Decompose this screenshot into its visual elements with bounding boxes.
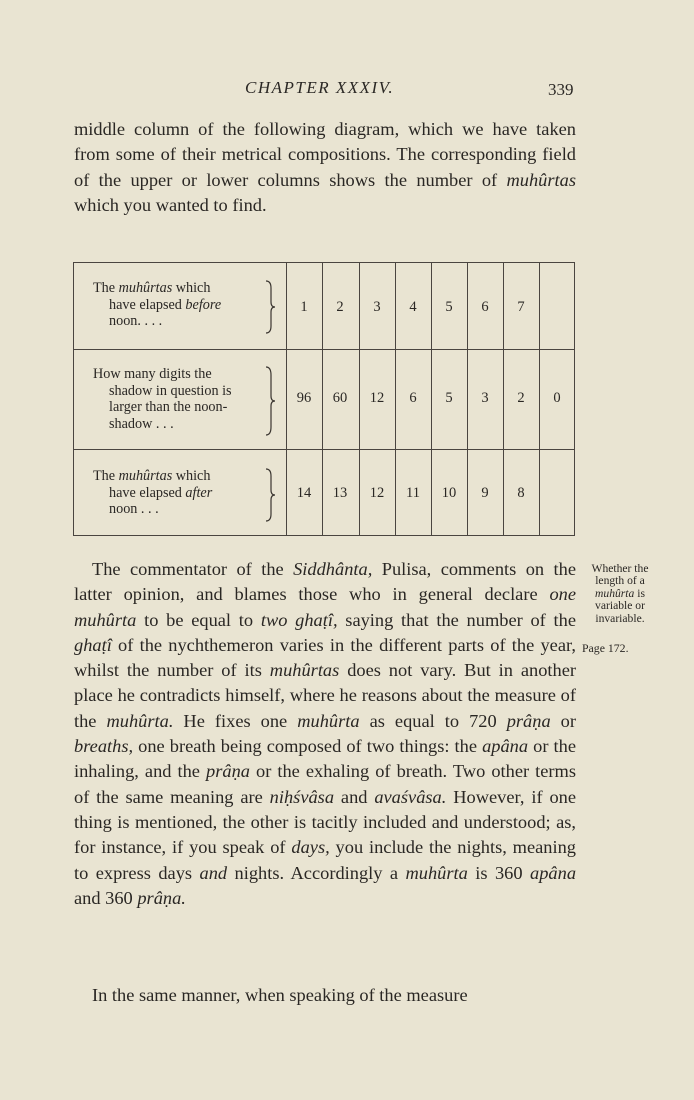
italic-term: muhûrtas [269, 660, 340, 681]
text-run: middle column of the following diagram, which we have taken from some of their metrical compositions. The corresponding field of the upper or lower columns shows the number of [74, 119, 576, 190]
italic-term: avaśvâsa. [374, 786, 447, 807]
label-text: The [93, 468, 119, 484]
paragraph-intro [74, 117, 576, 218]
brace-icon [265, 366, 277, 436]
table-cell: 12 [369, 390, 385, 406]
italic-term: muhûrta [297, 710, 360, 731]
label-text: shadow in question is [109, 382, 232, 399]
italic-term: days, [291, 837, 330, 858]
table-rule-2 [73, 449, 575, 450]
text-run: is variable or invariable. [595, 586, 645, 625]
table-cell: 14 [296, 485, 312, 501]
table-cell: 12 [369, 485, 385, 501]
text-run: However, if one thing is mentioned, the other is tacitly included and understood; as, for instance, if you speak of [74, 786, 576, 858]
italic-term: prâṇa. [137, 887, 186, 908]
text-run: of the nychthemeron varies in the different parts of the year, whilst the number of its [74, 634, 576, 681]
text-run: saying that the number of the [337, 609, 576, 630]
text-run: or [550, 710, 576, 731]
italic-term: two ghaṭî, [260, 609, 338, 630]
table-cell: 1 [300, 299, 308, 315]
italic-term: apâna [530, 862, 577, 883]
italic-term: apâna [482, 736, 529, 757]
text-run: which you wanted to find. [74, 194, 267, 215]
row-label-after-noon [93, 468, 283, 518]
text-run: and 360 [74, 887, 138, 908]
label-text: shadow . . . [109, 415, 174, 432]
label-text: which [172, 468, 211, 484]
text-run: does not vary. But in another place he contradicts himself, where he reasons about the measure of the [74, 660, 576, 731]
text-run: or the exhaling of breath. Two other terms of the same meaning are [74, 761, 577, 807]
italic-term: niḥśvâsa [269, 786, 335, 807]
table-rule-left [73, 262, 74, 536]
table-cell: 5 [445, 299, 453, 315]
label-text: How many digits the [93, 366, 212, 382]
label-text: noon. . . . [109, 313, 163, 330]
table-rule-bottom [73, 535, 575, 536]
table-cell: 2 [336, 299, 344, 315]
table-cell: 0 [553, 390, 561, 406]
muhurta-table [73, 262, 575, 537]
table-cell: 7 [517, 299, 525, 315]
paragraph-commentator [74, 557, 576, 911]
label-text: The [93, 280, 119, 296]
table-cell: 13 [332, 485, 348, 501]
text-run: Whether the length of a [591, 562, 649, 588]
row-label-shadow-digits [93, 366, 283, 432]
table-cell: 10 [441, 485, 457, 501]
brace-icon [265, 280, 277, 334]
italic-term: breaths, [74, 736, 134, 757]
text-run: Pulisa, comments on the latter opinion, and blames those who in general declare [74, 559, 577, 605]
label-italic: muhûrtas [118, 468, 173, 484]
chapter-title: CHAPTER XXXIV. [245, 78, 395, 97]
italic-term: muhûrtas [506, 169, 576, 190]
margin-note [580, 563, 660, 625]
table-cell: 11 [406, 485, 420, 501]
italic-term: muhûrta [405, 862, 468, 883]
table-cell: 4 [409, 299, 417, 315]
italic-term: prâṇa [206, 761, 250, 782]
italic-term: one muhûrta [74, 584, 576, 630]
text-run: and [334, 786, 375, 807]
page-number: 339 [548, 80, 574, 99]
italic-term: ghaṭî [74, 634, 112, 655]
italic-term: prâṇa [506, 710, 551, 731]
table-cell: 3 [373, 299, 381, 315]
table-cell: 6 [481, 299, 489, 315]
table-cell: 6 [409, 390, 417, 406]
italic-term: and [199, 862, 228, 883]
table-rule-top [73, 262, 575, 263]
text-run: to be equal to [136, 609, 261, 630]
label-text: noon . . . [109, 501, 159, 518]
italic-term: muhûrta [595, 586, 635, 600]
table-cell: 9 [481, 485, 489, 501]
running-header [0, 78, 694, 104]
page-reference: Page 172. [582, 641, 629, 655]
text-run: is 360 [467, 862, 531, 883]
brace-icon [265, 468, 277, 522]
text-run: The commentator of the [92, 559, 294, 579]
label-text: which [172, 280, 211, 296]
table-cell: 96 [296, 390, 312, 406]
table-cell: 60 [332, 390, 348, 406]
paragraph-continuation: In the same manner, when speaking of the measure [92, 985, 468, 1005]
text-run: He fixes one [173, 710, 298, 731]
table-cell: 3 [481, 390, 489, 406]
text-run: or the inhaling, and the [74, 736, 576, 782]
label-italic: after [185, 484, 213, 501]
label-italic: muhûrtas [118, 280, 173, 296]
italic-term: muhûrta. [106, 710, 174, 731]
label-text: larger than the noon- [109, 399, 228, 416]
table-cell: 8 [517, 485, 525, 501]
label-italic: before [185, 296, 222, 313]
italic-term: Siddhânta, [293, 559, 373, 579]
row-label-before-noon [93, 280, 283, 330]
table-cell: 5 [445, 390, 453, 406]
table-cell: 2 [517, 390, 525, 406]
label-text: have elapsed [109, 296, 186, 313]
text-run: as equal to 720 [359, 710, 507, 731]
table-rule-1 [73, 349, 575, 350]
text-run: one breath being composed of two things: the [133, 736, 483, 757]
label-text: have elapsed [109, 484, 186, 501]
text-run: you include the nights, meaning to express days [74, 837, 576, 883]
text-run: nights. Accordingly a [227, 862, 406, 883]
